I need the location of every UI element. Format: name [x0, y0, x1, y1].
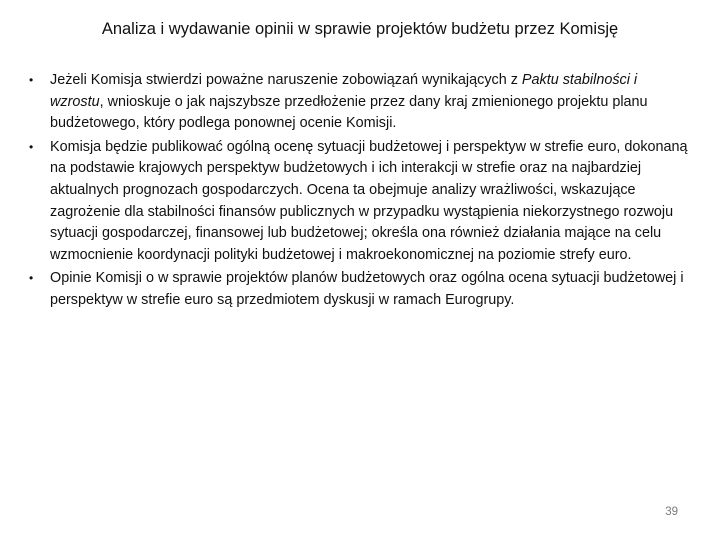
bullet-dot-icon: •	[29, 139, 34, 154]
bullet-dot-icon: •	[29, 73, 34, 87]
bullet-dot-icon: •	[29, 271, 34, 286]
bullet-item-3	[29, 268, 690, 311]
bullet-1-text-before: Jeżeli Komisja stwierdzi poważne naruszenie zobowiązań wynikających z	[50, 72, 522, 88]
bullet-2-text: Komisja będzie publikować ogólną ocenę sytuacji budżetowej i perspektyw w strefie euro, dokonaną na podstawie krajowych perspektyw budżetowych i ich interakcji w strefie oraz na najbardziej aktualnych prognozach gospodarczych. Ocena ta obejmuje analizy wrażliwości, wskazujące zagrożenie dla stabilności finansów publicznych w przypadku wystąpienia niekorzystnego rozwoju sytuacji gospodarczej, finansowej lub budżetowej; określa ona również działania mające na celu wzmocnienie koordynacji polityki budżetowej i makroekonomicznej na poziomie strefy euro.	[50, 138, 688, 263]
slide-title: Analiza i wydawanie opinii w sprawie projektów budżetu przez Komisję	[101, 20, 619, 38]
bullet-1-text-italic: Paktu stabilności i wzrostu	[50, 72, 638, 110]
bullet-item-1	[29, 70, 690, 135]
bullet-1-text-after: , wnioskuje o jak najszybsze przedłożenie przez dany kraj zmienionego projektu planu budżetowego, który podlega ponownej ocenie Komisji.	[50, 93, 648, 132]
bullet-3-text: Opinie Komisji o w sprawie projektów planów budżetowych oraz ogólna ocena sytuacji budżetowej i perspektyw w strefie euro są przedmiotem dyskusji w ramach Eurogrupy.	[50, 270, 684, 308]
bullet-list	[29, 70, 690, 314]
page-number: 39	[665, 506, 678, 518]
bullet-item-2	[29, 137, 690, 267]
